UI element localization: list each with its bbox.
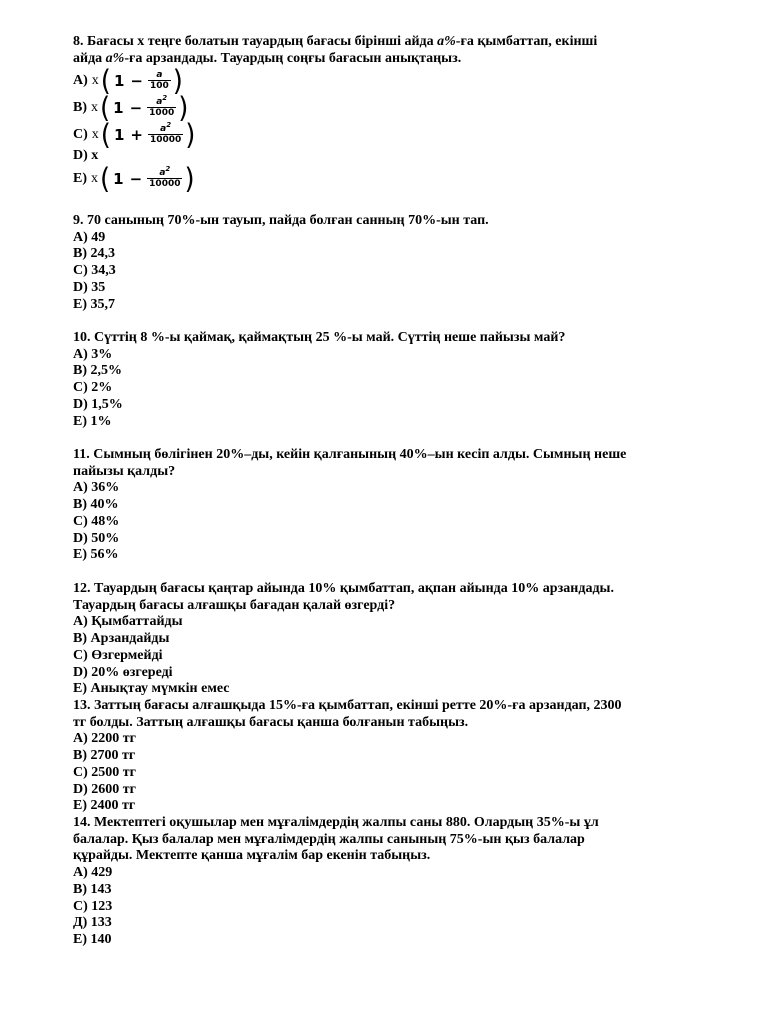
question-text-line: 14. Мектептегі оқушылар мен мұғалімдердің жалпы саны 880. Олардың 35%-ы ұл bbox=[73, 815, 599, 830]
question-text-line: 13. Заттың бағасы алғашқыда 15%-ға қымбаттап, екінші ретте 20%-ға арзандап, 2300 bbox=[73, 698, 622, 713]
answer-option: C) 48% bbox=[73, 513, 120, 529]
answer-option: E) Анықтау мүмкін емес bbox=[73, 681, 230, 697]
math-a-percent: a% bbox=[105, 50, 125, 66]
answer-option: A) 49 bbox=[73, 229, 106, 245]
question-text-line: пайызы қалды? bbox=[73, 463, 176, 479]
question-12-text bbox=[73, 581, 693, 614]
question-text-line: Тауардың бағасы алғашқы бағадан қалай өзгерді? bbox=[73, 597, 396, 613]
answer-option: E) 56% bbox=[73, 547, 119, 563]
fraction-numerator: a bbox=[156, 70, 163, 81]
answer-option: A) 3% bbox=[73, 346, 113, 362]
question-14-text bbox=[73, 815, 693, 865]
answer-option: D) 50% bbox=[73, 530, 120, 546]
answer-option: B) 24,3 bbox=[73, 246, 115, 262]
answer-option: B) 2700 тг bbox=[73, 748, 136, 764]
answer-option: D) 2600 тг bbox=[73, 781, 137, 797]
left-paren: ( bbox=[100, 64, 111, 98]
answer-option-formula bbox=[73, 118, 693, 152]
answer-option: A) 2200 тг bbox=[73, 731, 137, 747]
operator: − bbox=[129, 169, 143, 188]
answer-option: A) Қымбаттайды bbox=[73, 614, 183, 630]
question-text-line: 12. Тауардың бағасы қаңтар айында 10% қымбаттап, ақпан айында 10% арзандады. bbox=[73, 581, 614, 596]
question-8-option-d: D) x bbox=[73, 148, 99, 164]
question-10-text bbox=[73, 330, 693, 347]
fraction-numerator: $a^2$ bbox=[159, 165, 171, 179]
question-text-line: құрайды. Мектепте қанша мұғалім бар екенін табыңыз. bbox=[73, 848, 431, 864]
question-9-text bbox=[73, 213, 693, 230]
left-paren: ( bbox=[100, 162, 111, 196]
answer-option: B) Арзандайды bbox=[73, 631, 170, 647]
answer-option: Д) 133 bbox=[73, 915, 112, 931]
operator: − bbox=[129, 98, 143, 117]
answer-option: C) Өзгермейді bbox=[73, 647, 163, 663]
answer-option: E) 140 bbox=[73, 931, 112, 947]
question-12 bbox=[73, 581, 693, 698]
fraction bbox=[147, 165, 182, 190]
question-13-options bbox=[73, 731, 693, 815]
left-paren: ( bbox=[100, 91, 111, 125]
question-8 bbox=[73, 34, 693, 196]
question-13-text bbox=[73, 698, 693, 731]
fraction bbox=[148, 121, 183, 146]
question-text-line: балалар. Қыз балалар мен мұғалімдердің жалпы санының 75%-ын қыз балалар bbox=[73, 831, 585, 847]
answer-option-formula bbox=[73, 64, 693, 98]
math-a-percent: a% bbox=[437, 34, 456, 49]
right-paren: ) bbox=[185, 118, 196, 152]
answer-option: A) 36% bbox=[73, 480, 120, 496]
right-paren: ) bbox=[184, 162, 195, 196]
option-label: C) bbox=[73, 126, 88, 142]
option-label: B) bbox=[73, 99, 87, 115]
fraction-denominator: 10000 bbox=[149, 135, 182, 146]
answer-option-formula bbox=[73, 91, 693, 125]
question-9 bbox=[73, 213, 693, 313]
answer-option: C) 2% bbox=[73, 380, 113, 396]
question-8-option-e-container bbox=[73, 162, 693, 196]
question-10-options bbox=[73, 347, 693, 431]
answer-option: D) 20% өзгереді bbox=[73, 664, 173, 680]
fraction bbox=[147, 94, 176, 119]
question-11-text bbox=[73, 447, 693, 480]
answer-option: C) 2500 тг bbox=[73, 764, 137, 780]
answer-option: E) 1% bbox=[73, 413, 112, 429]
question-8-text-line-2: айда a%-ға арзандады. Тауардың соңғы бағасын анықтаңыз. bbox=[73, 50, 462, 66]
answer-option: A) 429 bbox=[73, 865, 113, 881]
fraction-numerator: $a^2$ bbox=[156, 94, 168, 108]
question-9-options bbox=[73, 230, 693, 314]
formula bbox=[100, 91, 189, 125]
right-paren: ) bbox=[178, 91, 189, 125]
question-text-line: 9. 70 санының 70%-ын тауып, пайда болған санның 70%-ын тап. bbox=[73, 213, 489, 228]
answer-option: B) 2,5% bbox=[73, 363, 122, 379]
answer-option: B) 40% bbox=[73, 497, 119, 513]
answer-option: E) 35,7 bbox=[73, 296, 115, 312]
answer-option: B) 143 bbox=[73, 881, 112, 897]
operator: − bbox=[130, 71, 143, 90]
question-8-text-line-1: 8. Бағасы х теңге болатын тауардың бағасы бірінші айда a%-ға қымбаттап, екінші bbox=[73, 34, 598, 49]
question-10 bbox=[73, 330, 693, 430]
question-11 bbox=[73, 447, 693, 564]
fraction-denominator: 10000 bbox=[149, 179, 181, 190]
constant-one: 1 bbox=[113, 98, 124, 117]
answer-option: C) 34,3 bbox=[73, 263, 116, 279]
constant-one: 1 bbox=[113, 71, 125, 90]
right-paren: ) bbox=[172, 64, 183, 98]
formula bbox=[100, 162, 195, 196]
variable-x: x bbox=[91, 99, 98, 115]
question-text-line: 11. Сымның бөлігінен 20%–ды, кейін қалғанының 40%–ын кесіп алды. Сымның неше bbox=[73, 447, 627, 462]
answer-option: E) 2400 тг bbox=[73, 798, 136, 814]
question-14-options bbox=[73, 865, 693, 949]
fraction-numerator: $a^2$ bbox=[160, 121, 172, 135]
question-text-line: 10. Сүттің 8 %-ы қаймақ, қаймақтың 25 %-ы май. Сүттің неше пайызы май? bbox=[73, 330, 566, 345]
fraction-denominator: 100 bbox=[149, 81, 169, 92]
operator: + bbox=[130, 125, 143, 144]
formula bbox=[100, 64, 183, 98]
formula bbox=[100, 118, 196, 152]
variable-x: x bbox=[91, 72, 99, 88]
question-12-options bbox=[73, 614, 693, 698]
constant-one: 1 bbox=[113, 169, 124, 188]
answer-option: C) 123 bbox=[73, 898, 113, 914]
answer-option-formula bbox=[73, 162, 693, 196]
question-14 bbox=[73, 815, 693, 949]
constant-one: 1 bbox=[113, 125, 125, 144]
question-8-math-options bbox=[73, 64, 693, 152]
variable-x: x bbox=[91, 170, 98, 186]
question-11-options bbox=[73, 480, 693, 564]
question-text-line: тг болды. Заттың алғашқы бағасы қанша болғанын табыңыз. bbox=[73, 714, 469, 730]
question-13 bbox=[73, 698, 693, 815]
fraction bbox=[148, 70, 171, 91]
answer-option: D) 35 bbox=[73, 279, 106, 295]
option-label: E) bbox=[73, 170, 87, 186]
fraction-denominator: 1000 bbox=[149, 108, 175, 119]
answer-option: D) 1,5% bbox=[73, 396, 123, 412]
variable-x: x bbox=[91, 126, 99, 142]
option-label: A) bbox=[73, 72, 88, 88]
left-paren: ( bbox=[100, 118, 111, 152]
